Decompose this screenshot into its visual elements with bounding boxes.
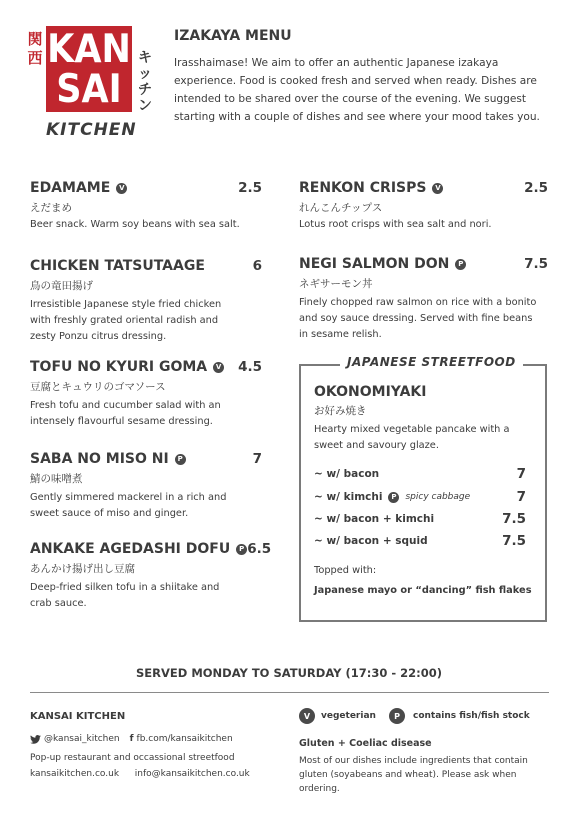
dish-japanese: 豆腐とキュウリのゴマソース	[30, 381, 166, 393]
logo-line-2: SAI	[56, 67, 122, 112]
intro-text: Irasshaimase! We aim to offer an authentic Japanese izakaya experience. Food is cooked fresh and served when ready. Dishes are intended to be shared over the course of the evening. We suggest starting with a couple of dishes and see where your mood takes you.	[174, 57, 540, 123]
topped-title: Topped with:	[314, 565, 377, 576]
twitter-link[interactable]: @kansai_kitchen	[44, 734, 120, 744]
option-row	[314, 533, 526, 549]
social-links	[30, 731, 233, 747]
tagline: Pop-up restaurant and occassional streetfood	[30, 753, 235, 763]
legend-vegetarian	[299, 708, 376, 724]
gluten-title: Gluten + Coeliac disease	[299, 738, 432, 749]
contact-row	[30, 766, 250, 782]
option-label: ~ w/ bacon + kimchi	[314, 513, 435, 525]
topped-text: Japanese mayo or “dancing” fish flakes	[314, 585, 532, 596]
streetfood-name: OKONOMIYAKI	[314, 384, 427, 400]
option-row	[314, 511, 526, 527]
dish-item	[30, 359, 262, 430]
dish-price: 2.5	[238, 180, 262, 196]
vegetarian-icon: V	[213, 362, 224, 373]
footer-name: KANSAI KITCHEN	[30, 711, 126, 722]
dish-price: 7.5	[524, 256, 548, 272]
dish-japanese: ネギサーモン丼	[299, 278, 373, 290]
dish-name: ANKAKE AGEDASHI DOFU	[30, 541, 231, 557]
email-link[interactable]: info@kansaikitchen.co.uk	[134, 769, 250, 779]
option-label: ~ w/ kimchi	[314, 491, 383, 503]
vegetarian-icon: V	[299, 708, 315, 724]
streetfood-title: JAPANESE STREETFOOD	[340, 355, 523, 369]
logo	[46, 26, 132, 112]
dish-item	[30, 451, 262, 522]
streetfood-japanese: お好み焼き	[314, 405, 367, 417]
fish-icon: P	[175, 454, 186, 465]
dish-item	[30, 258, 262, 345]
dish-japanese: あんかけ揚げ出し豆腐	[30, 563, 135, 575]
facebook-icon: f	[129, 734, 134, 744]
dish-price: 4.5	[238, 359, 262, 375]
option-row	[314, 489, 526, 505]
fish-icon: P	[389, 708, 405, 724]
website-link[interactable]: kansaikitchen.co.uk	[30, 769, 120, 779]
option-row	[314, 466, 526, 482]
option-price: 7.5	[502, 533, 526, 549]
dish-name: NEGI SALMON DON	[299, 256, 450, 272]
dish-japanese: 鯖の味噌煮	[30, 473, 83, 485]
dish-name: SABA NO MISO NI	[30, 451, 169, 467]
dish-japanese: えだまめ	[30, 202, 72, 214]
facebook-link[interactable]: fb.com/kansaikitchen	[136, 734, 233, 744]
dish-description: Beer snack. Warm soy beans with sea salt.	[30, 219, 240, 230]
dish-description: Gently simmered mackerel in a rich and sweet sauce of miso and ginger.	[30, 492, 227, 519]
vegetarian-icon: V	[432, 183, 443, 194]
dish-japanese: 鳥の竜田揚げ	[30, 280, 93, 292]
opening-hours: SERVED MONDAY TO SATURDAY (17:30 - 22:00)	[136, 666, 442, 680]
gluten-text: Most of our dishes include ingredients that contain gluten (soyabeans and wheat). Please ask when ordering.	[299, 756, 528, 794]
fish-icon: P	[455, 259, 466, 270]
dish-description: Lotus root crisps with sea salt and nori.	[299, 219, 492, 230]
dish-item	[30, 541, 272, 612]
option-label: ~ w/ bacon + squid	[314, 535, 428, 547]
streetfood-description: Hearty mixed vegetable pancake with a sweet and savoury glaze.	[314, 424, 510, 451]
option-price: 7.5	[502, 511, 526, 527]
logo-subtitle: KITCHEN	[46, 120, 137, 140]
dish-description: Fresh tofu and cucumber salad with an intensely flavourful sesame dressing.	[30, 400, 221, 427]
dish-name: RENKON CRISPS	[299, 180, 427, 196]
streetfood-content	[314, 384, 536, 454]
logo-line-1: KAN	[47, 27, 131, 72]
dish-description: Deep-fried silken tofu in a shiitake and crab sauce.	[30, 582, 220, 609]
divider	[30, 692, 549, 693]
twitter-icon	[30, 735, 41, 744]
dish-price: 6	[252, 258, 262, 274]
legend-label: vegeterian	[321, 711, 376, 721]
logo-katakana: キッチン	[138, 50, 152, 114]
dish-name: TOFU NO KYURI GOMA	[30, 359, 208, 375]
option-label: ~ w/ bacon	[314, 468, 380, 480]
option-note: spicy cabbage	[405, 492, 471, 502]
fish-icon: P	[388, 492, 399, 503]
dish-name: CHICKEN TATSUTAAGE	[30, 258, 205, 274]
dish-item	[299, 256, 548, 343]
logo-kanji: 関西	[27, 30, 43, 67]
legend-label: contains fish/fish stock	[413, 711, 530, 721]
option-price: 7	[516, 466, 526, 482]
dish-item	[30, 180, 262, 233]
option-price: 7	[516, 489, 526, 505]
dish-name: EDAMAME	[30, 180, 111, 196]
dish-description: Irresistible Japanese style fried chicken with freshly grated oriental radish and zesty Ponzu citrus dressing.	[30, 299, 222, 342]
vegetarian-icon: V	[116, 183, 127, 194]
dish-price: 2.5	[524, 180, 548, 196]
dish-description: Finely chopped raw salmon on rice with a bonito and soy sauce dressing. Served with fine beans in sesame relish.	[299, 297, 537, 340]
fish-icon: P	[236, 544, 247, 555]
dish-item	[299, 180, 548, 233]
dish-price: 6.5	[247, 541, 272, 557]
dish-japanese: れんこんチップス	[299, 202, 383, 214]
menu-title: IZAKAYA MENU	[174, 28, 292, 44]
dish-price: 7	[252, 451, 262, 467]
legend-fish	[389, 708, 530, 724]
